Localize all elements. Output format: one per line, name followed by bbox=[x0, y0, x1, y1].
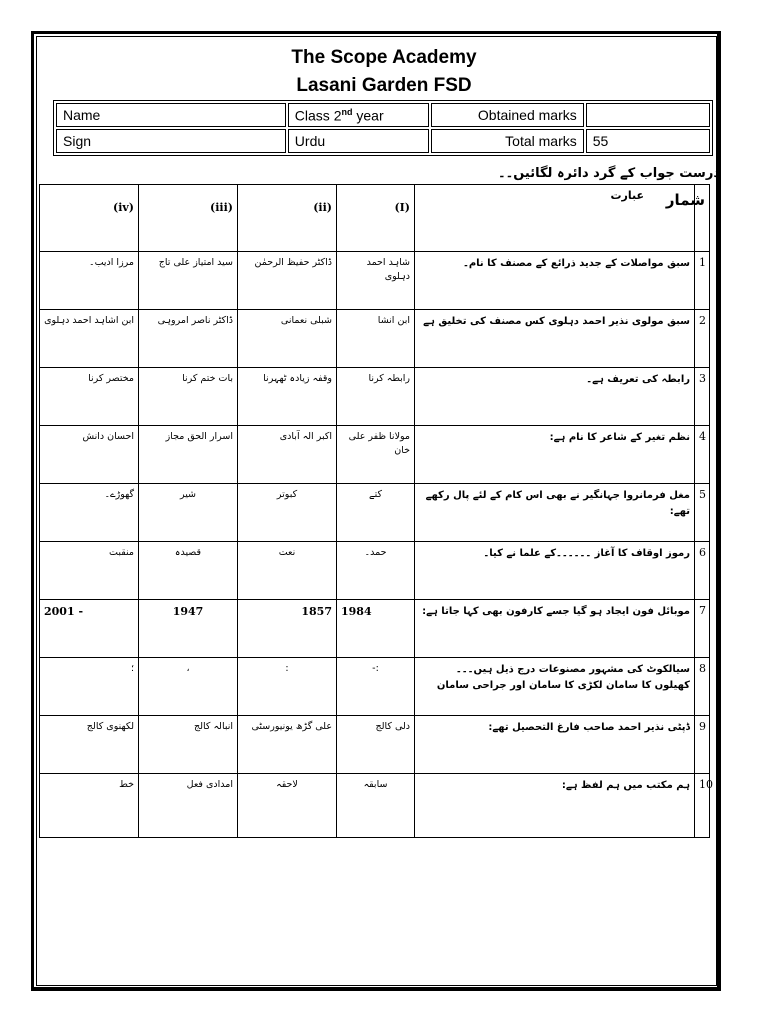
class-suffix: year bbox=[352, 107, 384, 124]
option-2-header: (ii) bbox=[238, 185, 337, 252]
option-4-header: (iv) bbox=[40, 185, 139, 252]
option-3[interactable]: امدادی فعل bbox=[139, 774, 238, 838]
question-number: 2 bbox=[695, 310, 710, 368]
question-number: 7 bbox=[695, 600, 710, 658]
question-row bbox=[40, 716, 710, 774]
option-2[interactable]: کبوتر bbox=[238, 484, 337, 542]
option-1[interactable]: مولانا ظفر علی خان bbox=[337, 426, 415, 484]
question-number: 9 bbox=[695, 716, 710, 774]
option-3[interactable]: بات ختم کرنا bbox=[139, 368, 238, 426]
school-location: Lasani Garden FSD bbox=[296, 75, 472, 96]
class-field bbox=[288, 103, 429, 127]
question-row bbox=[40, 542, 710, 600]
question-text: نظم تغیر کے شاعر کا نام ہے: bbox=[415, 426, 695, 484]
option-4[interactable]: احسان دانش bbox=[40, 426, 139, 484]
school-title: The Scope Academy bbox=[291, 47, 477, 68]
option-4[interactable]: ؛ bbox=[40, 658, 139, 716]
option-4[interactable]: ابن اشاہد احمد دہلوی bbox=[40, 310, 139, 368]
question-text: رموز اوقاف کا آغاز ۔۔۔۔۔۔کے علما نے کیا۔ bbox=[415, 542, 695, 600]
option-4[interactable]: مرزا ادیب۔ bbox=[40, 252, 139, 310]
question-row bbox=[40, 252, 710, 310]
question-number: 3 bbox=[695, 368, 710, 426]
obtained-marks-value[interactable] bbox=[586, 103, 710, 127]
option-1[interactable]: رابطہ کرنا bbox=[337, 368, 415, 426]
question-row bbox=[40, 368, 710, 426]
option-2[interactable]: شبلی نعمانی bbox=[238, 310, 337, 368]
question-row bbox=[40, 310, 710, 368]
question-text: سبق مولوی نذیر احمد دہلوی کس مصنف کی تخلیق ہے bbox=[415, 310, 695, 368]
question-text: موبائل فون ایجاد ہو گیا جسے کارفون بھی کہا جاتا ہے: bbox=[415, 600, 695, 658]
option-2[interactable]: ڈاکٹر حفیظ الرحمٰن bbox=[238, 252, 337, 310]
option-4[interactable]: خط bbox=[40, 774, 139, 838]
total-marks-value: 55 bbox=[586, 129, 710, 153]
subject-field: Urdu bbox=[288, 129, 429, 153]
option-4[interactable]: منقبت bbox=[40, 542, 139, 600]
option-3[interactable]: اسرار الحق مجاز bbox=[139, 426, 238, 484]
student-info-table bbox=[53, 100, 713, 156]
option-1[interactable]: ابن انشا bbox=[337, 310, 415, 368]
option-1[interactable]: کتے bbox=[337, 484, 415, 542]
question-text: مغل فرمانروا جہانگیر نے بھی اس کام کے لئے پال رکھے تھے: bbox=[415, 484, 695, 542]
option-3[interactable]: سید امتیاز علی تاج bbox=[139, 252, 238, 310]
option-3[interactable]: 1947 bbox=[139, 600, 238, 658]
option-1-header: (I) bbox=[337, 185, 415, 252]
question-text: رابطہ کی تعریف ہے۔ bbox=[415, 368, 695, 426]
option-1[interactable]: 1984 bbox=[337, 600, 415, 658]
option-2[interactable]: لاحقہ bbox=[238, 774, 337, 838]
option-4[interactable]: مختصر کرنا bbox=[40, 368, 139, 426]
option-2[interactable]: علی گڑھ یونیورسٹی bbox=[238, 716, 337, 774]
question-row bbox=[40, 484, 710, 542]
option-4[interactable]: 2001 - bbox=[40, 600, 139, 658]
name-label: Name bbox=[56, 103, 286, 127]
option-3[interactable]: ، bbox=[139, 658, 238, 716]
option-1[interactable]: شاہد احمد دہلوی bbox=[337, 252, 415, 310]
question-number: 8 bbox=[695, 658, 710, 716]
option-1[interactable]: حمد۔ bbox=[337, 542, 415, 600]
question-number: 10 bbox=[695, 774, 710, 838]
option-3-header: (iii) bbox=[139, 185, 238, 252]
total-marks-label: Total marks bbox=[431, 129, 584, 153]
question-number: 5 bbox=[695, 484, 710, 542]
mcq-body bbox=[40, 252, 713, 838]
class-superscript: nd bbox=[341, 106, 353, 117]
option-2[interactable]: اکبر الہ آبادی bbox=[238, 426, 337, 484]
question-row bbox=[40, 658, 710, 716]
class-prefix: Class 2 bbox=[294, 107, 342, 124]
option-1[interactable]: دلی کالج bbox=[337, 716, 415, 774]
question-number: 6 bbox=[695, 542, 710, 600]
option-2[interactable]: : bbox=[238, 658, 337, 716]
question-text: ہم مکتب میں ہم لفظ ہے: bbox=[415, 774, 695, 838]
mcq-header-row bbox=[40, 185, 710, 252]
statement-header: عبارت bbox=[415, 185, 695, 252]
option-3[interactable]: ڈاکٹر ناصر امروہی bbox=[139, 310, 238, 368]
option-2[interactable]: 1857 bbox=[238, 600, 337, 658]
question-row bbox=[40, 426, 710, 484]
info-row-1 bbox=[56, 103, 710, 127]
question-row bbox=[40, 774, 710, 838]
question-number: 1 bbox=[695, 252, 710, 310]
option-2[interactable]: وقفہ زیادہ ٹھہرنا bbox=[238, 368, 337, 426]
info-row-2 bbox=[56, 129, 710, 153]
obtained-marks-label: Obtained marks bbox=[431, 103, 584, 127]
question-text: سبق مواصلات کے جدید ذرائع کے مصنف کا نام۔ bbox=[415, 252, 695, 310]
option-3[interactable]: انبالہ کالج bbox=[139, 716, 238, 774]
mcq-table bbox=[39, 184, 713, 838]
serial-header: شمار bbox=[695, 185, 710, 252]
option-4[interactable]: گھوڑے۔ bbox=[40, 484, 139, 542]
option-3[interactable]: شیر bbox=[139, 484, 238, 542]
sign-label: Sign bbox=[56, 129, 286, 153]
option-1[interactable]: سابقہ bbox=[337, 774, 415, 838]
question-text: ڈپٹی نذیر احمد صاحب فارغ التحصیل تھے: bbox=[415, 716, 695, 774]
question-row bbox=[40, 600, 710, 658]
option-4[interactable]: لکھنوی کالج bbox=[40, 716, 139, 774]
question-text: سیالکوٹ کی مشہور مصنوعات درج ذیل ہیں۔۔۔ کھیلوں کا سامان لکڑی کا سامان اور جراحی سامان bbox=[415, 658, 695, 716]
option-2[interactable]: نعت bbox=[238, 542, 337, 600]
instruction-text: درست جواب کے گرد دائرہ لگائیں۔۔ bbox=[497, 166, 720, 181]
option-3[interactable]: قصیدہ bbox=[139, 542, 238, 600]
option-1[interactable]: :- bbox=[337, 658, 415, 716]
question-number: 4 bbox=[695, 426, 710, 484]
